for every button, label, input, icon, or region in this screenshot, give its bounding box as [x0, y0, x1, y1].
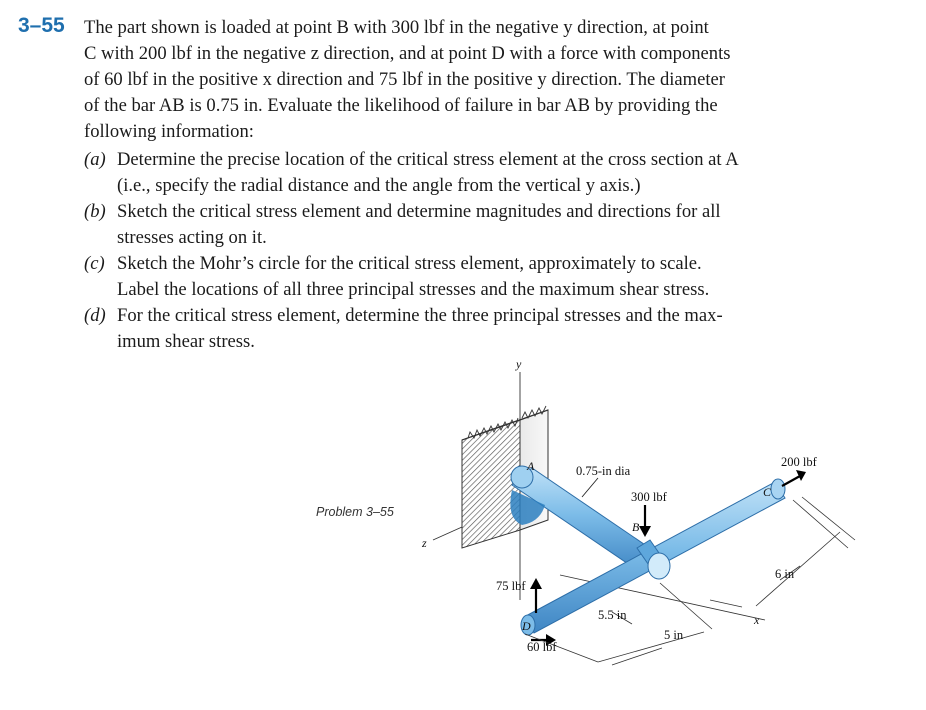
diameter-leader — [582, 478, 598, 497]
part-label: (a) — [84, 149, 106, 170]
z-axis-label: z — [422, 536, 427, 550]
force-b-label: 300 lbf — [631, 490, 667, 504]
point-b-label: B — [632, 520, 640, 534]
part-label: (d) — [84, 305, 106, 326]
statement-line: of the bar AB is 0.75 in. Evaluate the likelihood of failure in bar AB by providing the — [84, 95, 718, 116]
figure-caption: Problem 3–55 — [316, 505, 394, 519]
part-line: Sketch the critical stress element and determine magnitudes and directions for all — [117, 201, 721, 222]
part-line: Determine the precise location of the critical stress element at the cross section at A — [117, 149, 739, 170]
point-a-label: A — [527, 459, 535, 473]
statement-line: of 60 lbf in the positive x direction and 75 lbf in the positive y direction. The diameter — [84, 69, 725, 90]
part-line: imum shear stress. — [117, 331, 255, 352]
part-line: Label the locations of all three principal stresses and the maximum shear stress. — [117, 279, 710, 300]
part-label: (c) — [84, 253, 105, 274]
y-axis-label: y — [516, 357, 522, 371]
statement-line: following information: — [84, 121, 254, 142]
force-d-y-label: 75 lbf — [496, 579, 526, 593]
dim-5-label: 5 in — [664, 628, 684, 642]
statement-line: The part shown is loaded at point B with 300 lbf in the negative y direction, at point — [84, 17, 709, 38]
statement-line: C with 200 lbf in the negative z direction, and at point D with a force with components — [84, 43, 731, 64]
part-line: (i.e., specify the radial distance and the angle from the vertical y axis.) — [117, 175, 641, 196]
force-arrow-c — [782, 470, 806, 486]
point-c-label: C — [763, 485, 772, 499]
part-label: (b) — [84, 201, 106, 222]
x-axis-label: x — [754, 613, 760, 627]
diameter-label: 0.75-in dia — [576, 464, 631, 478]
dim-6-label: 6 in — [775, 567, 795, 581]
force-d-x-label: 60 lbf — [527, 640, 557, 654]
force-c-label: 200 lbf — [781, 455, 817, 469]
part-line: For the critical stress element, determine the three principal stresses and the max- — [117, 305, 723, 326]
force-arrow-b — [639, 505, 651, 537]
point-d-label: D — [522, 619, 531, 633]
problem-number: 3–55 — [18, 14, 65, 37]
part-line: stresses acting on it. — [117, 227, 267, 248]
dim-5-5-label: 5.5 in — [598, 608, 627, 622]
part-line: Sketch the Mohr’s circle for the critical stress element, approximately to scale. — [117, 253, 702, 274]
